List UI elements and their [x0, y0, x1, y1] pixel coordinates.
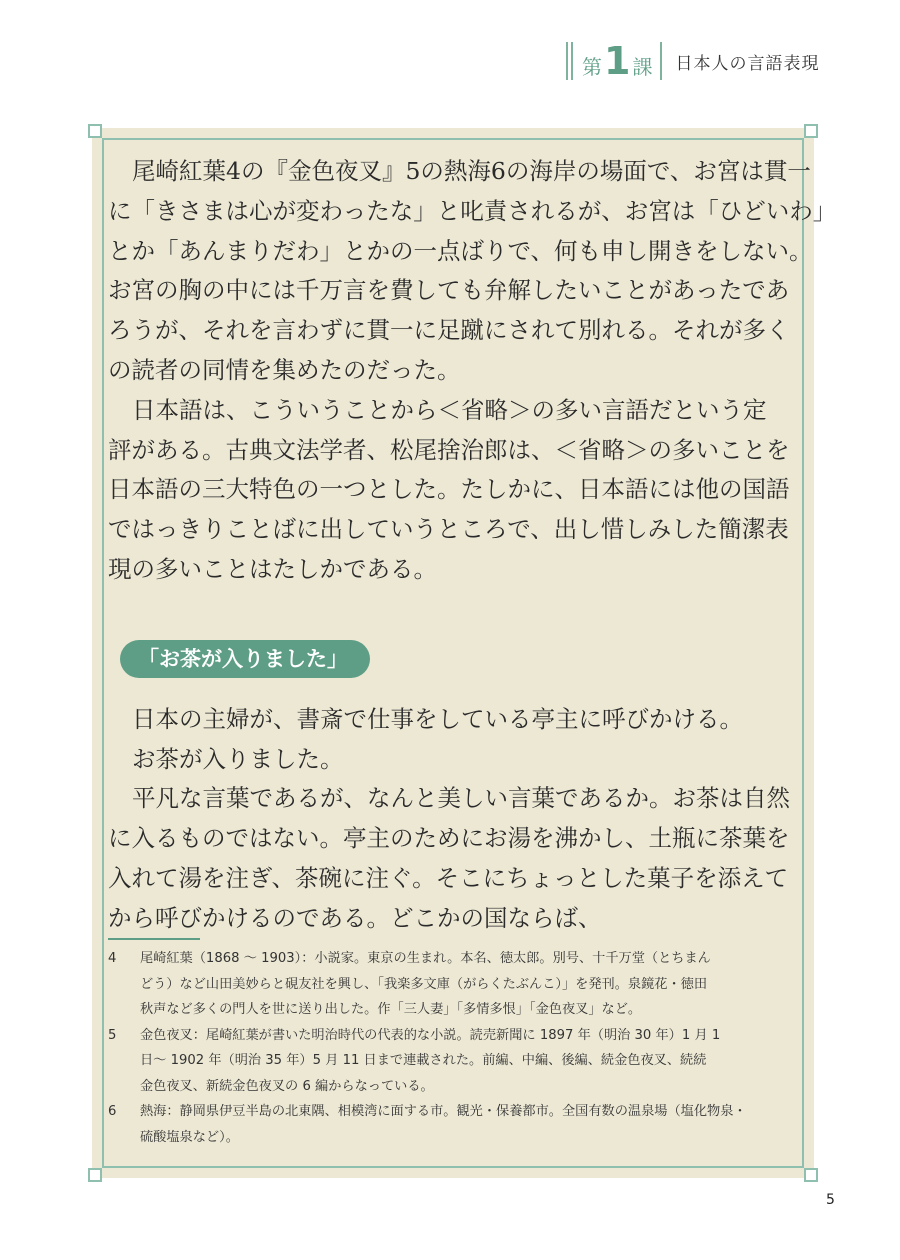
lesson-title: 日本人の言語表現	[675, 53, 820, 74]
lesson-header	[566, 40, 819, 82]
text-line: 日本語の三大特色の一つとした。たしかに、日本語には他の国語	[108, 475, 790, 504]
text-line: 日本の主婦が、書斎で仕事をしている亭主に呼びかける。	[132, 704, 743, 733]
text-line: ろうが、それを言わずに貫一に足蹴にされて別れる。それが多く	[108, 316, 790, 345]
frame-corner	[804, 1168, 818, 1182]
text-line: 日本語は、こういうことから＜省略＞の多い言語だという定	[132, 395, 767, 424]
text-line: とか「あんまりだわ」とかの一点ばりで、何も申し開きをしない。	[108, 236, 813, 265]
section-heading: 「お茶が入りました」	[120, 640, 370, 678]
footnote-number: 6	[108, 1104, 117, 1119]
main-text	[108, 142, 837, 932]
footnote-number: 5	[108, 1027, 117, 1043]
paragraph	[108, 769, 808, 932]
header-divider	[566, 42, 568, 80]
text-line: の読者の同情を集めたのだった。	[108, 355, 461, 384]
footnote	[108, 946, 803, 1023]
paragraph	[108, 381, 808, 583]
footnote-rule	[108, 938, 200, 940]
footnote-line: 日～ 1902 年（明治 35 年）5 月 11 日まで連載された。前編、中編、後編、続金色夜叉、続続	[140, 1053, 707, 1068]
footnote	[108, 1023, 803, 1100]
text-line: 平凡な言葉であるが、なんと美しい言葉であるか。お茶は自然	[132, 784, 790, 813]
page-number: 5	[826, 1192, 835, 1208]
footnote-line: 金色夜叉：尾崎紅葉が書いた明治時代の代表的な小説。読売新聞に 1897 年（明治 30 年）1 月 1	[140, 1027, 721, 1043]
text-line: 評がある。古典文法学者、松尾捨治郎は、＜省略＞の多いことを	[108, 435, 790, 464]
footnote-line: 金色夜叉、新続金色夜叉の 6 編からなっている。	[140, 1078, 434, 1094]
header-divider	[660, 42, 662, 80]
lesson-number: 1	[604, 39, 631, 83]
footnote-number: 4	[108, 951, 117, 966]
text-line: お茶が入りました。	[132, 744, 344, 773]
lesson-suffix: 課	[632, 55, 653, 79]
text-line: 入れて湯を注ぎ、茶碗に注ぐ。そこにちょっとした菓子を添えて	[108, 863, 789, 892]
paragraph	[108, 142, 837, 384]
footnote-line: どう）など山田美妙らと硯友社を興し、「我楽多文庫（がらくたぶんこ）」を発刊。泉鏡花・徳田	[140, 976, 708, 992]
footnote-line: 熱海：静岡県伊豆半島の北東隅、相模湾に面する市。観光・保養都市。全国有数の温泉場（塩化物泉・	[140, 1104, 747, 1119]
footnote-line: 硫酸塩泉など）。	[140, 1129, 239, 1145]
text-line: 現の多いことはたしかである。	[108, 554, 437, 583]
frame-corner	[804, 124, 818, 138]
text-line: から呼びかけるのである。どこかの国ならば、	[108, 903, 602, 932]
footnote-line: 秋声など多くの門人を世に送り出した。作「三人妻」「多情多恨」「金色夜叉」など。	[140, 1002, 642, 1017]
header-divider	[571, 42, 573, 80]
text-line: ではっきりことばに出していうところで、出し惜しみした簡潔表	[108, 515, 789, 544]
lesson-prefix: 第	[582, 55, 602, 79]
text-line: 尾崎紅葉4の『金色夜叉』5の熱海6の海岸の場面で、お宮は貫一	[132, 157, 811, 185]
footnotes	[108, 946, 803, 1150]
paragraph	[108, 690, 808, 733]
lesson-label	[582, 39, 653, 83]
footnote	[108, 1099, 803, 1150]
text-line: お宮の胸の中には千万言を費しても弁解したいことがあったであ	[108, 276, 790, 305]
frame-corner	[88, 124, 102, 138]
frame-corner	[88, 1168, 102, 1182]
text-line: に「きさまは心が変わったな」と叱責されるが、お宮は「ひどいわ」	[108, 196, 837, 225]
text-line: に入るものではない。亭主のためにお湯を沸かし、土瓶に茶葉を	[108, 824, 790, 853]
paragraph	[108, 730, 808, 773]
section-heading-row	[108, 640, 808, 690]
footnote-line: 尾崎紅葉（1868 ～ 1903）：小説家。東京の生まれ。本名、徳太郎。別号、十千万堂（とちまん	[140, 951, 711, 966]
